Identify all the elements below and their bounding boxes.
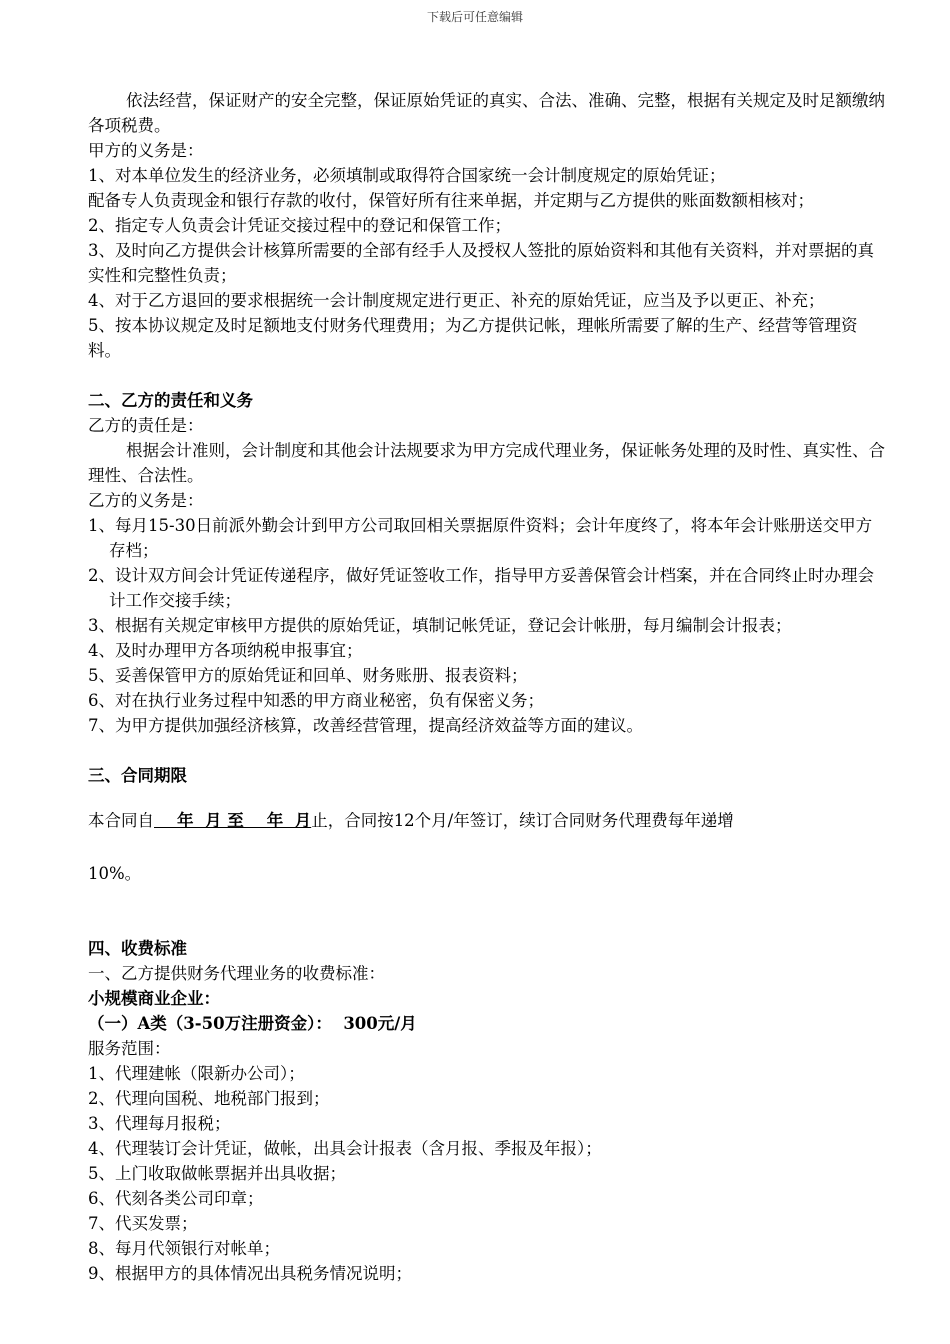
service-item: 4、代理装订会计凭证，做帐，出具会计报表（含月报、季报及年报）； <box>88 1139 602 1158</box>
party-a-duty-item: 2、指定专人负责会计凭证交接过程中的登记和保管工作； <box>88 216 511 235</box>
party-a-duty-title: 甲方的义务是： <box>88 141 204 160</box>
party-a-duty-item: 配备专人负责现金和银行存款的收付，保管好所有往来单据，并定期与乙方提供的账面数额相核对； <box>88 191 814 210</box>
contract-term-line <box>88 808 888 833</box>
term-suffix: 止，合同按12个月/年签订，续订合同财务代理费每年递增 <box>311 811 734 830</box>
party-b-duty-item: 2、设计双方间会计凭证传递程序，做好凭证签收工作，指导甲方妥善保管会计档案，并在合同终止时办理会计工作交接手续； <box>88 566 874 610</box>
section-4-heading: 四、收费标准 <box>88 939 187 958</box>
party-b-duty-title: 乙方的义务是： <box>88 491 204 510</box>
document-body <box>88 88 888 1286</box>
service-item: 3、代理每月报税； <box>88 1114 231 1133</box>
party-b-resp-title: 乙方的责任是： <box>88 416 204 435</box>
class-a-fee: （一）A类（3-50万注册资金）： 300元/月 <box>88 1014 417 1033</box>
service-item: 5、上门收取做帐票据并出具收据； <box>88 1164 346 1183</box>
term-prefix: 本合同自 <box>88 811 154 830</box>
term-date-blank: 年 月 至 年 月 <box>154 811 312 830</box>
enterprise-type: 小规模商业企业： <box>88 989 220 1008</box>
party-b-resp-paragraph: 根据会计准则，会计制度和其他会计法规要求为甲方完成代理业务，保证帐务处理的及时性、真实性、合理性、合法性。 <box>88 441 885 485</box>
service-item: 2、代理向国税、地税部门报到； <box>88 1089 330 1108</box>
service-item: 6、代刻各类公司印章； <box>88 1189 264 1208</box>
party-b-duty-item: 3、根据有关规定审核甲方提供的原始凭证，填制记帐凭证，登记会计帐册，每月编制会计报表； <box>88 616 792 635</box>
service-item: 1、代理建帐（限新办公司）； <box>88 1064 305 1083</box>
page-header: 下载后可任意编辑 <box>426 10 523 24</box>
party-a-duty-item: 5、按本协议规定及时足额地支付财务代理费用；为乙方提供记帐，理帐所需要了解的生产、经营等管理资料。 <box>88 316 858 360</box>
party-b-duty-item: 6、对在执行业务过程中知悉的甲方商业秘密，负有保密义务； <box>88 691 544 710</box>
service-scope-title: 服务范围： <box>88 1039 171 1058</box>
service-item: 7、代买发票； <box>88 1214 198 1233</box>
party-b-duty-item: 1、每月15-30日前派外勤会计到甲方公司取回相关票据原件资料；会计年度终了，将本年会计账册送交甲方存档； <box>88 516 873 560</box>
party-a-duty-item: 1、对本单位发生的经济业务，必须填制或取得符合国家统一会计制度规定的原始凭证； <box>88 166 726 185</box>
party-b-duty-item: 5、妥善保管甲方的原始凭证和回单、财务账册、报表资料； <box>88 666 528 685</box>
party-a-duty-item: 3、及时向乙方提供会计核算所需要的全部有经手人及授权人签批的原始资料和其他有关资料，并对票据的真实性和完整性负责； <box>88 241 874 285</box>
term-line-2: 10%。 <box>88 864 142 883</box>
intro-paragraph: 依法经营，保证财产的安全完整，保证原始凭证的真实、合法、准确、完整，根据有关规定及时足额缴纳各项税费。 <box>88 91 885 135</box>
section-2-heading: 二、乙方的责任和义务 <box>88 391 253 410</box>
service-item: 8、每月代领银行对帐单； <box>88 1239 280 1258</box>
section-3-heading: 三、合同期限 <box>88 766 187 785</box>
party-b-duty-item: 7、为甲方提供加强经济核算，改善经营管理，提高经济效益等方面的建议。 <box>88 716 643 735</box>
service-item: 9、根据甲方的具体情况出具税务情况说明； <box>88 1264 412 1283</box>
party-a-duty-item: 4、对于乙方退回的要求根据统一会计制度规定进行更正、补充的原始凭证，应当及予以更正、补充； <box>88 291 825 310</box>
party-b-duty-item: 4、及时办理甲方各项纳税申报事宜； <box>88 641 363 660</box>
fee-intro: 一、乙方提供财务代理业务的收费标准： <box>88 964 385 983</box>
